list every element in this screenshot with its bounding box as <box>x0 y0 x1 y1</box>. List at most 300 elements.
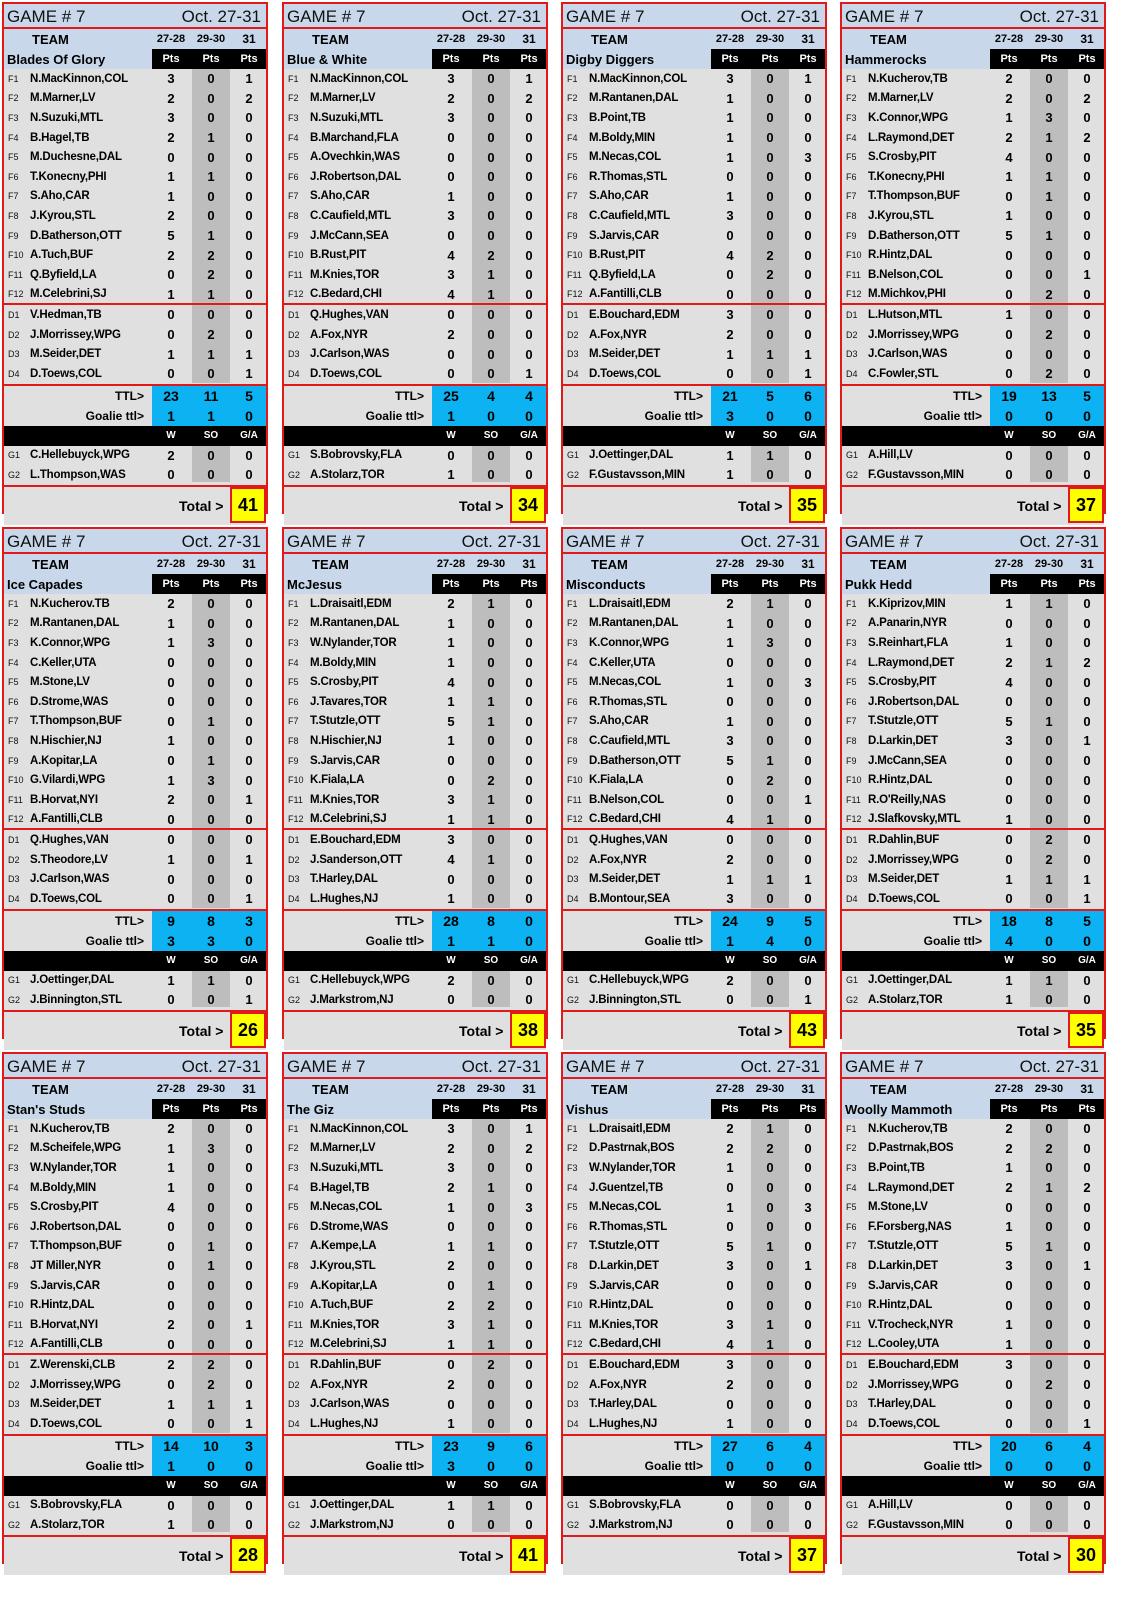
player-name: A.Fantilli,CLB <box>589 288 662 301</box>
forward-row <box>4 633 266 653</box>
points-value: 0 <box>804 811 812 827</box>
goalie-row <box>4 1515 266 1535</box>
points-value: 0 <box>525 149 533 165</box>
points-value: 0 <box>525 1160 533 1176</box>
col-27-28-label: 27-28 <box>994 33 1024 45</box>
points-value: 0 <box>525 694 533 710</box>
defense-row <box>284 830 546 850</box>
player-name: C.Bedard,CHI <box>589 1338 661 1351</box>
points-value: 0 <box>207 811 215 827</box>
forward-row <box>842 226 1104 246</box>
player-name: M.Celebrini,SJ <box>310 1338 387 1351</box>
points-value: 0 <box>207 891 215 907</box>
points-value: 0 <box>804 169 812 185</box>
points-value: 2 <box>766 1140 774 1156</box>
forward-row <box>563 653 825 673</box>
points-value: 0 <box>525 286 533 302</box>
points-value: 3 <box>804 149 812 165</box>
slot-label: G2 <box>567 994 580 1005</box>
slot-label: F4 <box>567 1182 578 1193</box>
points-value: 0 <box>1045 71 1053 87</box>
points-value: 1 <box>1045 188 1053 204</box>
goals-against-label: G/A <box>799 955 817 967</box>
points-value: 1 <box>1045 130 1053 146</box>
points-value: 5 <box>447 713 455 729</box>
player-name: L.Raymond,DET <box>868 1181 955 1194</box>
points-value: 0 <box>1083 1140 1091 1156</box>
points-value: 0 <box>245 1140 253 1156</box>
points-value: 0 <box>1005 1377 1013 1393</box>
points-value: 0 <box>245 228 253 244</box>
points-value: 1 <box>245 792 253 808</box>
points-value: 0 <box>167 1297 175 1313</box>
slot-label: F1 <box>288 1123 299 1134</box>
points-value: 1 <box>804 792 812 808</box>
points-value: 3 <box>1005 1357 1013 1373</box>
goalie-row <box>284 465 546 485</box>
col-27-28-label: 27-28 <box>715 558 745 570</box>
total-label: Total > <box>738 497 783 514</box>
points-value: 1 <box>487 1180 495 1196</box>
game-number: GAME # 7 <box>566 1057 645 1076</box>
goalie-row <box>842 1496 1104 1516</box>
player-name: Q.Byfield,LA <box>589 268 656 281</box>
col-29-30-label: 29-30 <box>476 33 506 45</box>
points-value: 0 <box>525 655 533 671</box>
points-value: 0 <box>804 596 812 612</box>
player-name: E.Bouchard,EDM <box>868 1358 959 1371</box>
slot-label: F12 <box>567 1339 583 1350</box>
pts-label: Pts <box>721 53 739 65</box>
forward-row <box>4 1158 266 1178</box>
team-name-row <box>4 49 266 69</box>
slot-label: F3 <box>288 637 299 648</box>
team-card <box>561 2 827 514</box>
points-value: 0 <box>487 327 495 343</box>
team-card <box>840 2 1106 514</box>
points-value: 0 <box>1083 1396 1091 1412</box>
ttl-value: 4 <box>804 1437 812 1454</box>
points-value: 0 <box>487 90 495 106</box>
col-31-label: 31 <box>242 32 256 46</box>
pts-label: Pts <box>1040 53 1058 65</box>
defense-row <box>842 344 1104 364</box>
goalie-row <box>4 465 266 485</box>
points-value: 0 <box>525 1317 533 1333</box>
goalie-name: S.Bobrovsky,FLA <box>310 449 402 462</box>
forward-row <box>563 1217 825 1237</box>
points-value: 0 <box>447 1396 455 1412</box>
player-name: M.Stone,LV <box>868 1201 928 1214</box>
points-value: 0 <box>1045 1121 1053 1137</box>
player-name: S.Jarvis,CAR <box>30 1279 100 1292</box>
slot-label: F5 <box>846 677 857 688</box>
goalie-ttl-value: 0 <box>1083 407 1091 424</box>
col-27-28-label: 27-28 <box>156 1083 186 1095</box>
points-value: 5 <box>167 228 175 244</box>
player-name: S.Crosby,PIT <box>310 676 379 689</box>
player-name: R.Thomas,STL <box>589 695 668 708</box>
shutouts-label: SO <box>762 430 778 442</box>
slot-label: F3 <box>567 637 578 648</box>
slot-label: G1 <box>288 450 301 461</box>
forward-row <box>842 167 1104 187</box>
goalie-ttl-row <box>284 1456 546 1476</box>
ttl-label: TTL> <box>115 1438 144 1453</box>
forward-row <box>284 147 546 167</box>
player-name: D.Strome,WAS <box>310 1220 389 1233</box>
card-header <box>842 529 1104 554</box>
points-value: 0 <box>1083 71 1091 87</box>
slot-label: D2 <box>288 1379 300 1390</box>
game-number: GAME # 7 <box>287 7 366 26</box>
slot-label: F7 <box>8 191 19 202</box>
forward-row <box>284 1139 546 1159</box>
goalie-ttl-value: 0 <box>207 1457 215 1474</box>
wins-label: W <box>446 955 456 967</box>
player-name: D.Toews,COL <box>30 367 102 380</box>
forward-row <box>563 89 825 109</box>
points-value: 1 <box>207 228 215 244</box>
points-value: 1 <box>207 1238 215 1254</box>
points-value: 0 <box>1083 169 1091 185</box>
points-value: 0 <box>726 655 734 671</box>
col-31-label: 31 <box>522 557 536 571</box>
points-value: 1 <box>726 674 734 690</box>
defense-row <box>842 889 1104 909</box>
goalie-ttl-label: Goalie ttl> <box>365 1458 424 1473</box>
points-value: 5 <box>726 1238 734 1254</box>
goalie-ttl-value: 4 <box>766 932 774 949</box>
player-name: T.Stutzle,OTT <box>868 1240 939 1253</box>
goalie-stat-value: 0 <box>766 992 774 1008</box>
wins-label: W <box>1004 430 1014 442</box>
slot-label: F11 <box>567 794 582 805</box>
slot-label: F12 <box>8 814 24 825</box>
points-value: 0 <box>447 366 455 382</box>
points-value: 0 <box>804 1121 812 1137</box>
points-value: 0 <box>487 674 495 690</box>
team-column-label: TEAM <box>32 556 69 572</box>
goals-against-label: G/A <box>240 1480 258 1492</box>
card-header <box>842 1054 1104 1079</box>
points-value: 1 <box>487 267 495 283</box>
points-value: 1 <box>525 1121 533 1137</box>
goalie-name: L.Thompson,WAS <box>30 468 126 481</box>
points-value: 0 <box>167 149 175 165</box>
defense-row <box>4 1355 266 1375</box>
goalie-name: J.Binnington,STL <box>30 993 122 1006</box>
pts-label: Pts <box>1078 53 1096 65</box>
points-value: 2 <box>766 267 774 283</box>
goalie-ttl-row <box>563 931 825 951</box>
points-value: 1 <box>447 733 455 749</box>
slot-label: D1 <box>8 834 20 845</box>
forward-row <box>4 108 266 128</box>
points-value: 0 <box>766 1396 774 1412</box>
points-value: 0 <box>487 1140 495 1156</box>
forward-row <box>284 206 546 226</box>
player-name: K.Kiprizov,MIN <box>868 597 946 610</box>
points-value: 0 <box>525 891 533 907</box>
pts-label: Pts <box>442 1103 460 1115</box>
slot-label: D3 <box>567 349 579 360</box>
forward-row <box>563 633 825 653</box>
forward-row <box>284 1119 546 1139</box>
slot-label: F6 <box>8 1221 19 1232</box>
defense-row <box>563 325 825 345</box>
ttl-value: 6 <box>766 1437 774 1454</box>
points-value: 0 <box>245 286 253 302</box>
points-value: 0 <box>766 286 774 302</box>
pts-label: Pts <box>482 578 500 590</box>
slot-label: D2 <box>8 329 20 340</box>
forward-row <box>4 1139 266 1159</box>
wins-label: W <box>725 1480 735 1492</box>
player-name: R.O'Reilly,NAS <box>868 793 946 806</box>
team-name-row <box>4 574 266 594</box>
forward-row <box>284 1197 546 1217</box>
forward-row <box>4 790 266 810</box>
defense-row <box>284 1414 546 1434</box>
slot-label: F10 <box>567 1300 583 1311</box>
points-value: 0 <box>245 188 253 204</box>
forward-row <box>284 89 546 109</box>
goalie-ttl-value: 1 <box>447 407 455 424</box>
game-number: GAME # 7 <box>845 532 924 551</box>
shutouts-label: SO <box>483 1480 499 1492</box>
player-name: L.Cooley,UTA <box>868 1338 940 1351</box>
points-value: 0 <box>1045 792 1053 808</box>
forward-row <box>284 770 546 790</box>
forward-row <box>563 1178 825 1198</box>
goalie-ttl-value: 0 <box>487 1457 495 1474</box>
slot-label: F9 <box>567 230 578 241</box>
points-value: 2 <box>447 596 455 612</box>
col-31-label: 31 <box>1080 32 1094 46</box>
points-value: 0 <box>207 1160 215 1176</box>
slot-label: G1 <box>288 975 301 986</box>
points-value: 0 <box>487 1416 495 1432</box>
player-name: A.Tuch,BUF <box>310 1299 373 1312</box>
points-value: 0 <box>1045 1297 1053 1313</box>
points-value: 0 <box>766 110 774 126</box>
player-name: J.Morrissey,WPG <box>30 1378 121 1391</box>
slot-label: G2 <box>567 1519 580 1530</box>
total-row <box>4 487 266 525</box>
total-row <box>842 487 1104 525</box>
goalie-stat-value: 0 <box>487 972 495 988</box>
slot-label: F7 <box>8 716 19 727</box>
points-value: 2 <box>1005 71 1013 87</box>
column-header-row <box>563 1079 825 1099</box>
defense-row <box>284 344 546 364</box>
slot-label: G2 <box>8 469 21 480</box>
points-value: 0 <box>804 1336 812 1352</box>
points-value: 2 <box>207 267 215 283</box>
player-name: J.McCann,SEA <box>868 754 947 767</box>
slot-label: F8 <box>567 1260 578 1271</box>
slot-label: G1 <box>846 975 859 986</box>
goalie-ttl-value: 1 <box>447 932 455 949</box>
points-value: 1 <box>1005 635 1013 651</box>
goalie-name: F.Gustavsson,MIN <box>868 1518 964 1531</box>
forward-row <box>4 226 266 246</box>
forward-row <box>563 790 825 810</box>
defense-row <box>4 364 266 384</box>
slot-label: F11 <box>846 794 861 805</box>
points-value: 0 <box>804 1317 812 1333</box>
player-name: B.Horvat,NYI <box>30 1318 98 1331</box>
forward-row <box>842 1158 1104 1178</box>
slot-label: D2 <box>567 854 579 865</box>
points-value: 0 <box>1083 792 1091 808</box>
points-value: 0 <box>804 852 812 868</box>
defense-row <box>284 1355 546 1375</box>
forward-row <box>284 128 546 148</box>
points-value: 1 <box>726 713 734 729</box>
slot-label: F12 <box>288 1339 304 1350</box>
slot-label: F2 <box>846 1143 857 1154</box>
points-value: 1 <box>167 188 175 204</box>
points-value: 0 <box>167 1416 175 1432</box>
ttl-value: 25 <box>443 387 459 404</box>
slot-label: F12 <box>567 814 583 825</box>
slot-label: D3 <box>846 1399 858 1410</box>
forward-row <box>4 1256 266 1276</box>
goalie-ttl-row <box>842 406 1104 426</box>
goalie-ttl-value: 0 <box>245 1457 253 1474</box>
team-column-label: TEAM <box>312 556 349 572</box>
points-value: 3 <box>447 267 455 283</box>
points-value: 0 <box>766 713 774 729</box>
player-name: M.Rantanen,DAL <box>310 617 400 630</box>
ttl-row <box>842 911 1104 931</box>
forward-row <box>284 672 546 692</box>
wins-label: W <box>166 1480 176 1492</box>
total-value: 43 <box>789 1012 825 1048</box>
defense-row <box>842 1414 1104 1434</box>
slot-label: G2 <box>8 994 21 1005</box>
points-value: 0 <box>245 267 253 283</box>
points-value: 0 <box>1083 1219 1091 1235</box>
points-value: 0 <box>1083 208 1091 224</box>
points-value: 2 <box>487 1357 495 1373</box>
points-value: 0 <box>1005 891 1013 907</box>
defense-row <box>563 889 825 909</box>
total-label: Total > <box>459 1547 504 1564</box>
player-name: M.Boldy,MIN <box>30 1181 96 1194</box>
points-value: 1 <box>726 1416 734 1432</box>
points-value: 0 <box>804 307 812 323</box>
points-value: 0 <box>1045 1160 1053 1176</box>
forward-row <box>4 1295 266 1315</box>
points-value: 1 <box>487 811 495 827</box>
player-name: M.Necas,COL <box>589 1201 661 1214</box>
player-name: A.Fox,NYR <box>589 1378 647 1391</box>
forward-row <box>4 751 266 771</box>
defense-row <box>563 1375 825 1395</box>
player-name: C.Fowler,STL <box>868 367 939 380</box>
goalie-stat-value: 0 <box>525 467 533 483</box>
points-value: 0 <box>766 307 774 323</box>
points-value: 1 <box>1045 228 1053 244</box>
player-name: R.Dahlin,BUF <box>310 1358 382 1371</box>
forward-row <box>4 187 266 207</box>
points-value: 0 <box>726 228 734 244</box>
slot-label: F1 <box>567 73 578 84</box>
points-value: 0 <box>245 208 253 224</box>
slot-label: F1 <box>846 598 857 609</box>
points-value: 1 <box>1005 871 1013 887</box>
player-name: L.Hutson,MTL <box>868 308 943 321</box>
player-name: D.Toews,COL <box>30 1417 102 1430</box>
ttl-value: 19 <box>1001 387 1017 404</box>
forward-row <box>563 265 825 285</box>
points-value: 0 <box>1005 286 1013 302</box>
defense-row <box>563 305 825 325</box>
points-value: 0 <box>487 110 495 126</box>
forward-row <box>563 672 825 692</box>
game-number: GAME # 7 <box>7 7 86 26</box>
slot-label: F8 <box>8 735 19 746</box>
points-value: 0 <box>1005 327 1013 343</box>
slot-label: F6 <box>288 696 299 707</box>
points-value: 0 <box>167 1336 175 1352</box>
player-name: R.Hintz,DAL <box>868 1299 933 1312</box>
forward-row <box>842 790 1104 810</box>
ttl-value: 6 <box>1045 1437 1053 1454</box>
points-value: 3 <box>447 1160 455 1176</box>
goalie-stat-value: 0 <box>207 1497 215 1513</box>
forward-row <box>4 1178 266 1198</box>
forward-row <box>842 285 1104 305</box>
points-value: 1 <box>726 188 734 204</box>
points-value: 0 <box>1083 1377 1091 1393</box>
points-value: 0 <box>245 655 253 671</box>
team-name: Hammerocks <box>845 51 927 67</box>
forward-row <box>842 108 1104 128</box>
team-column-label: TEAM <box>870 556 907 572</box>
goalie-row <box>4 446 266 466</box>
pts-label: Pts <box>520 53 538 65</box>
player-name: JT Miller,NYR <box>30 1259 101 1272</box>
player-name: W.Nylander,TOR <box>30 1161 117 1174</box>
points-value: 0 <box>804 891 812 907</box>
points-value: 0 <box>487 169 495 185</box>
slot-label: D1 <box>288 834 300 845</box>
goalie-stat-value: 0 <box>1045 467 1053 483</box>
player-name: M.Celebrini,SJ <box>30 288 107 301</box>
slot-label: F6 <box>846 1221 857 1232</box>
points-value: 0 <box>1083 188 1091 204</box>
points-value: 0 <box>167 1278 175 1294</box>
total-label: Total > <box>738 1547 783 1564</box>
defense-row <box>284 325 546 345</box>
points-value: 0 <box>525 811 533 827</box>
goalie-ttl-row <box>4 406 266 426</box>
points-value: 0 <box>1005 832 1013 848</box>
goalie-row <box>842 990 1104 1010</box>
slot-label: F2 <box>288 618 299 629</box>
goalie-stat-value: 0 <box>525 447 533 463</box>
goalie-stat-value: 0 <box>245 467 253 483</box>
total-value: 34 <box>510 487 546 523</box>
points-value: 0 <box>1083 1317 1091 1333</box>
ttl-label: TTL> <box>674 1438 703 1453</box>
forward-row <box>563 770 825 790</box>
player-name: J.Robertson,DAL <box>30 1220 121 1233</box>
